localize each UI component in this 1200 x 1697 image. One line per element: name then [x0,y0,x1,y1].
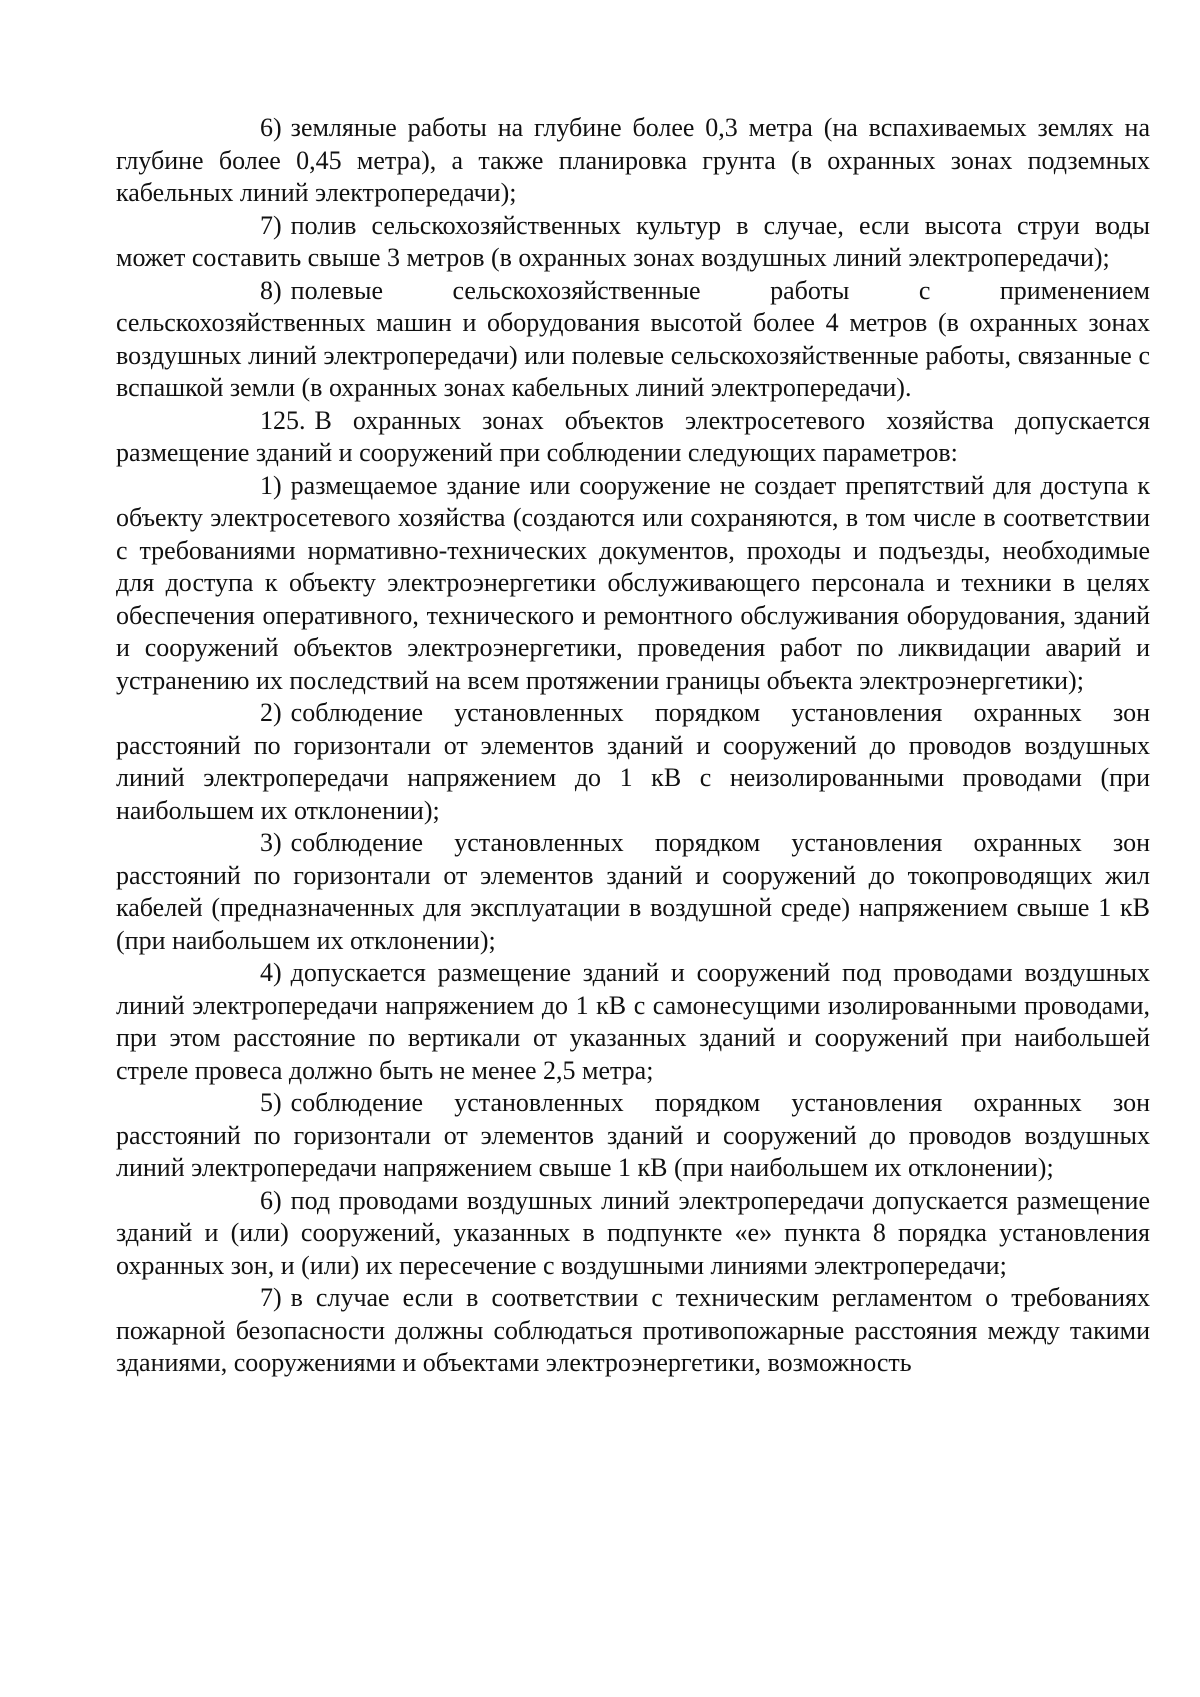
paragraph-item-8-field-works [116,275,1150,405]
paragraph-text: полив сельскохозяйственных культур в случае, если высота струи воды может составить свыше 3 метров (в охранных зонах воздушных линий электропередачи); [116,210,1150,272]
paragraph-text: земляные работы на глубине более 0,3 метра (на вспахиваемых землях на глубине более 0,45 метра), а также планировка грунта (в охранных зонах подземных кабельных линий электропередачи); [116,113,1150,207]
paragraph-number: 6) [260,1185,282,1215]
document-body [116,112,1150,1380]
paragraph-text: полевые сельскохозяйственные работы с применением сельскохозяйственных машин и оборудования высотой более 4 метров (в охранных зонах воздушных линий электропередачи) или полевые сельскохозяйственные работы, связанные с вспашкой земли (в охранных зонах кабельных линий электропередачи). [116,275,1150,402]
paragraph-item-5-distances [116,1087,1150,1185]
paragraph-section-125 [116,405,1150,470]
paragraph-item-6-under-wires [116,1185,1150,1283]
paragraph-number: 4) [260,958,282,987]
paragraph-text: соблюдение установленных порядком установления охранных зон расстояний по горизонтали от элементов зданий и сооружений до проводов воздушных линий электропередачи напряжением свыше 1 кВ (при наибольшем их отклонении); [116,1088,1150,1182]
paragraph-text: соблюдение установленных порядком установления охранных зон расстояний по горизонтали от элементов зданий и сооружений до проводов воздушных линий электропередачи напряжением до 1 кВ с неизолированными проводами (при наибольшем их отклонении); [116,698,1150,825]
paragraph-number: 7) [260,210,282,240]
paragraph-item-7-irrigation [116,210,1150,275]
paragraph-item-2-distances [116,697,1150,827]
paragraph-text: допускается размещение зданий и сооружений под проводами воздушных линий электропередачи напряжением до 1 кВ с самонесущими изолированными проводами, при этом расстояние по вертикали от указанных зданий и сооружений при наибольшей стреле провеса должно быть не менее 2,5 метра; [116,958,1150,1085]
paragraph-number: 3) [260,828,282,857]
paragraph-item-3-cables [116,827,1150,957]
paragraph-number: 6) [260,113,282,142]
paragraph-text: в случае если в соответствии с техническим регламентом о требованиях пожарной безопасности должны соблюдаться противопожарные расстояния между такими зданиями, сооружениями и объектами электроэнергетики, возможность [116,1283,1150,1377]
paragraph-item-4-placement [116,957,1150,1087]
paragraph-item-6-earthworks [116,112,1150,210]
paragraph-item-7-fire-safety [116,1282,1150,1380]
paragraph-item-1-access [116,470,1150,698]
paragraph-text: соблюдение установленных порядком установления охранных зон расстояний по горизонтали от элементов зданий и сооружений до токопроводящих жил кабелей (предназначенных для эксплуатации в воздушной среде) напряжением свыше 1 кВ (при наибольшем их отклонении); [116,828,1150,955]
paragraph-number: 2) [260,698,282,727]
paragraph-number: 8) [260,275,282,305]
paragraph-number: 5) [260,1088,282,1117]
paragraph-text: В охранных зонах объектов электросетевого хозяйства допускается размещение зданий и сооружений при соблюдении следующих параметров: [116,405,1150,467]
paragraph-text: размещаемое здание или сооружение не создает препятствий для доступа к объекту электросетевого хозяйства (создаются или сохраняются, в том числе в соответствии с требованиями нормативно-технических документов, проходы и подъезды, необходимые для доступа к объекту электроэнергетики обслуживающего персонала и техники в целях обеспечения оперативного, технического и ремонтного обслуживания оборудования, зданий и сооружений объектов электроэнергетики, проведения работ по ликвидации аварий и устранению их последствий на всем протяжении границы объекта электроэнергетики); [116,470,1150,695]
paragraph-number: 7) [260,1283,282,1312]
paragraph-number: 125. [260,405,306,435]
paragraph-text: под проводами воздушных линий электропередачи допускается размещение зданий и (или) сооружений, указанных в подпункте «е» пункта 8 порядка установления охранных зон, и (или) их пересечение с воздушными линиями электропередачи; [116,1185,1150,1280]
paragraph-number: 1) [260,470,282,500]
